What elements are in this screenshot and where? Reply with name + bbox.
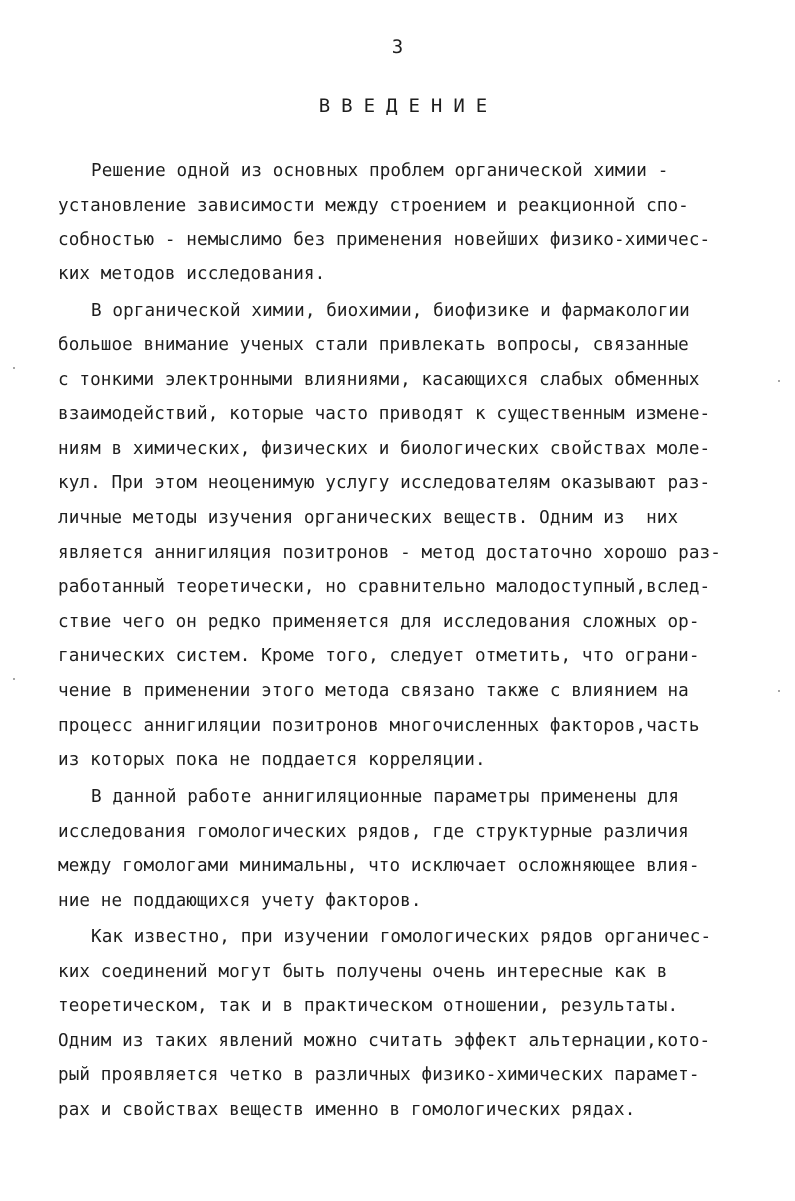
text-line-12: является аннигиляция позитронов - метод достаточно хорошо раз- <box>58 543 721 563</box>
text-line-15: ганических систем. Кроме того, следует отметить, что ограни- <box>58 646 700 666</box>
page-number: 3 <box>391 36 404 58</box>
text-line-18: из которых пока не поддается корреляции. <box>58 750 486 770</box>
text-line-26: Одним из таких явлений можно считать эффект альтернации,кото- <box>58 1031 711 1051</box>
text-line-5: В органической химии, биохимии, биофизике и фармакологии <box>91 301 690 321</box>
text-line-25: теоретическом, так и в практическом отношении, результаты. <box>58 996 679 1016</box>
text-line-20: исследования гомологических рядов, где структурные различия <box>58 822 689 842</box>
text-line-19: В данной работе аннигиляционные параметры применены для <box>91 787 680 807</box>
text-line-23: Как известно, при изучении гомологических рядов органичес- <box>91 927 712 947</box>
text-line-10: кул. При этом неоценимую услугу исследователям оказывают раз- <box>58 473 711 493</box>
text-line-4: ких методов исследования. <box>58 264 326 284</box>
scan-speck <box>778 380 780 382</box>
text-line-28: рах и свойствах веществ именно в гомологических рядах. <box>58 1100 636 1120</box>
text-line-14: ствие чего он редко применяется для исследования сложных ор- <box>58 612 700 632</box>
text-line-2: установление зависимости между строением и реакционной спо- <box>58 196 689 216</box>
text-line-6: большое внимание ученых стали привлекать вопросы, связанные <box>58 335 689 355</box>
text-line-21: между гомологами минимальны, что исключает осложняющее влия- <box>58 856 700 876</box>
text-line-1: Решение одной из основных проблем органической химии - <box>91 161 669 181</box>
text-line-17: процесс аннигиляции позитронов многочисленных факторов,часть <box>58 716 700 736</box>
text-line-22: ние не поддающихся учету факторов. <box>58 891 422 911</box>
text-line-8: взаимодействий, которые часто приводят к существенным измене- <box>58 404 711 424</box>
scan-speck <box>13 678 15 680</box>
text-line-16: чение в применении этого метода связано также с влиянием на <box>58 681 689 701</box>
text-line-27: рый проявляется четко в различных физико-химических парамет- <box>58 1065 700 1085</box>
text-line-11: личные методы изучения органических веществ. Одним из них <box>58 508 679 528</box>
section-title: ВВЕДЕНИЕ <box>318 95 499 117</box>
scan-speck <box>13 367 15 369</box>
text-line-24: ких соединений могут быть получены очень интересные как в <box>58 962 668 982</box>
text-line-3: собностью - немыслимо без применения новейших физико-химичес- <box>58 230 711 250</box>
text-line-13: работанный теоретически, но сравнительно малодоступный,вслед- <box>58 577 711 597</box>
text-line-9: ниям в химических, физических и биологических свойствах моле- <box>58 439 711 459</box>
text-line-7: с тонкими электронными влияниями, касающихся слабых обменных <box>58 370 700 390</box>
scan-speck <box>778 690 780 692</box>
